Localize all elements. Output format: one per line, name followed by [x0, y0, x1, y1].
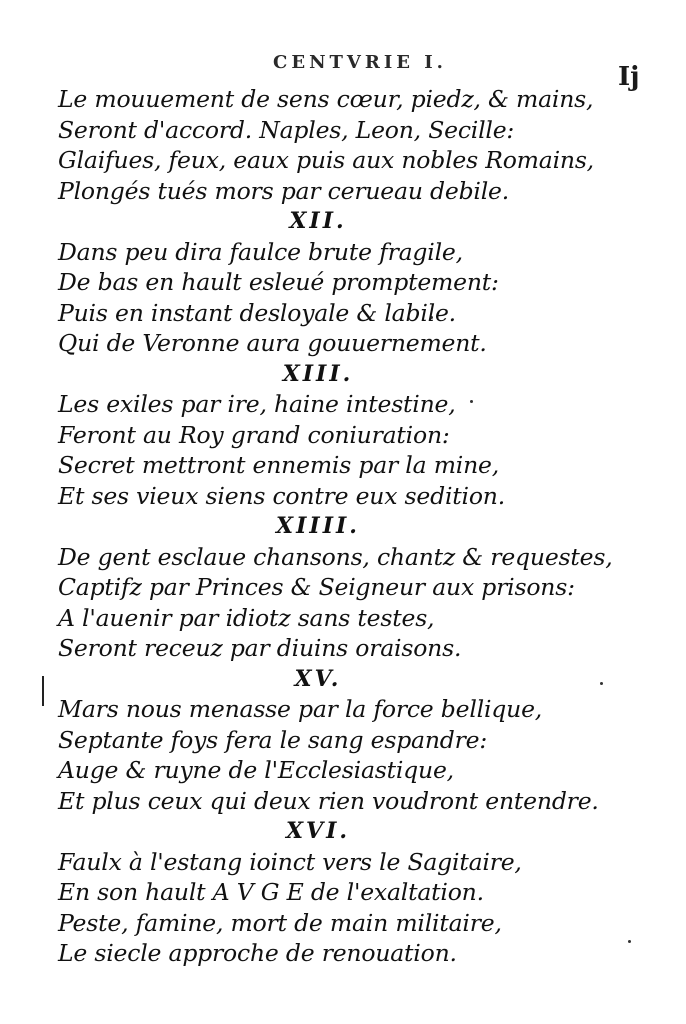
quatrain [58, 816, 658, 969]
verse-line: Septante foys fera le sang espandre: [58, 725, 488, 754]
verse-line: Auge & ruyne de l'Ecclesiastique, [58, 756, 454, 784]
verse-line: Dans peu dira faulce brute fragile, [58, 237, 463, 266]
verse-line: Feront au Roy grand coniuration: [58, 420, 450, 449]
quatrain-number: XVI. [285, 818, 351, 844]
verse-line: Les exiles par ire, haine intestine, [58, 390, 456, 418]
verse-line: Plongés tués mors par cerueau debile. [58, 176, 510, 205]
verse-line: Mars nous menasse par la force bellique, [58, 695, 543, 723]
verse-line: Secret mettront ennemis par la mine, [58, 451, 500, 479]
quatrain-number: XIII. [282, 360, 354, 387]
verse-line: Seront d'accord. Naples, Leon, Secille: [58, 115, 515, 144]
verse-line: En son hault A V G E de l'exaltation. [58, 878, 484, 906]
verse-line: Captifz par Princes & Seigneur aux prisons: [58, 573, 575, 601]
quatrain [58, 84, 658, 206]
verse-line: A l'auenir par idiotz sans testes, [58, 603, 435, 632]
verse-line: Puis en instant desloyale & labile. [58, 298, 456, 327]
running-title: CENTVRIE I. [273, 52, 447, 73]
verse-line: De gent esclaue chansons, chantz & requestes, [58, 542, 613, 571]
verse-line: Faulx à l'estang ioinct vers le Sagitaire, [58, 847, 522, 876]
verse-line: Le mouuement de sens cœur, piedz, & mains, [58, 85, 594, 113]
verse-line: Peste, famine, mort de main militaire, [58, 908, 502, 937]
quatrain-number: XII. [289, 208, 347, 234]
page-mark: Ij [618, 62, 640, 92]
quatrain [58, 664, 658, 817]
quatrain [58, 206, 658, 359]
verse-line: Glaifues, feux, eaux puis aux nobles Romains, [58, 146, 594, 174]
verse-line: Et plus ceux qui deux rien voudront entendre. [58, 786, 599, 815]
quatrain [58, 511, 658, 664]
verse-line: Qui de Veronne aura gouuernement. [58, 329, 487, 357]
margin-mark [42, 676, 44, 706]
quatrain-number: XIIII. [276, 513, 360, 539]
verse-line: Le siecle approche de renouation. [58, 939, 457, 967]
verse-line: De bas en hault esleué promptement: [58, 268, 499, 296]
verse-line: Seront receuz par diuins oraisons. [58, 634, 462, 662]
verse-body [58, 84, 658, 969]
quatrain [58, 359, 658, 512]
quatrain-number: XV. [294, 665, 342, 692]
verse-line: Et ses vieux siens contre eux sedition. [58, 481, 505, 510]
